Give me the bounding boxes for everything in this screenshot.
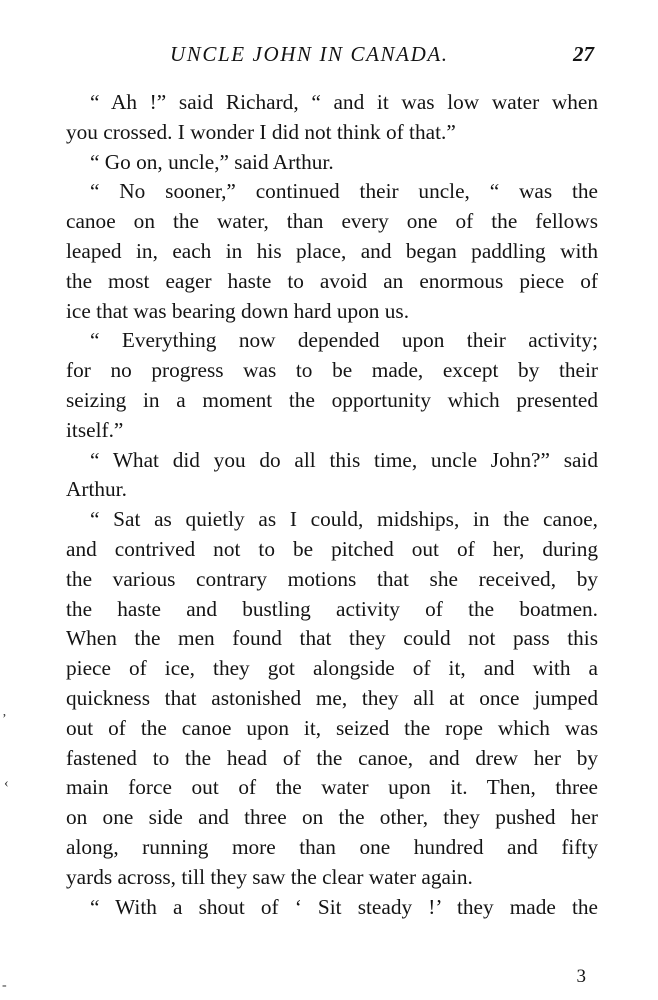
- page-number: 27: [573, 42, 594, 66]
- margin-speck: ’: [2, 712, 7, 727]
- text-line: seizing in a moment the opportunity which presented: [66, 387, 598, 412]
- text-line: “ Go on, uncle,” said Arthur.: [90, 149, 334, 174]
- text-line: itself.”: [66, 417, 124, 442]
- text-line: “ With a shout of ‘ Sit steady !’ they made the: [90, 894, 598, 919]
- text-line: When the men found that they could not pass this: [66, 626, 598, 651]
- text-line: the various contrary motions that she received, by: [66, 566, 598, 591]
- text-line: quickness that astonished me, they all at once jumped: [66, 685, 598, 710]
- running-title: UNCLE JOHN IN CANADA.: [170, 42, 449, 66]
- text-line: the most eager haste to avoid an enormous piece of: [66, 268, 598, 293]
- text-line: and contrived not to be pitched out of her, during: [66, 536, 598, 561]
- text-line: on one side and three on the other, they pushed her: [66, 805, 598, 830]
- text-line: “ What did you do all this time, uncle John?” said: [90, 447, 598, 472]
- text-line: along, running more than one hundred and fifty: [66, 834, 598, 859]
- text-line: yards across, till they saw the clear water again.: [66, 864, 473, 889]
- text-line: “ Ah !” said Richard, “ and it was low water when: [90, 90, 598, 114]
- text-line: the haste and bustling activity of the boatmen.: [66, 596, 598, 621]
- text-line: out of the canoe upon it, seized the rope which was: [66, 715, 598, 740]
- text-line: “ Sat as quietly as I could, midships, in the canoe,: [90, 507, 598, 532]
- text-line: “ Everything now depended upon their activity;: [90, 328, 598, 353]
- text-line: for no progress was to be made, except by their: [66, 358, 598, 383]
- text-line: canoe on the water, than every one of the fellows: [66, 209, 598, 234]
- page-header: [66, 42, 602, 74]
- text-line: ice that was bearing down hard upon us.: [66, 298, 410, 323]
- text-line: “ No sooner,” continued their uncle, “ was the: [90, 179, 598, 204]
- text-line: you crossed. I wonder I did not think of that.”: [66, 119, 456, 144]
- margin-speck: ‹: [4, 776, 9, 791]
- signature-mark: 3: [576, 966, 586, 987]
- body-text: [66, 88, 598, 922]
- text-line: main force out of the water upon it. Then, three: [66, 775, 598, 800]
- text-line: leaped in, each in his place, and began paddling with: [66, 238, 598, 263]
- text-line: Arthur.: [66, 477, 127, 502]
- text-line: fastened to the head of the canoe, and drew her by: [66, 745, 598, 770]
- text-line: piece of ice, they got alongside of it, and with a: [66, 656, 598, 681]
- margin-speck: -: [2, 978, 7, 993]
